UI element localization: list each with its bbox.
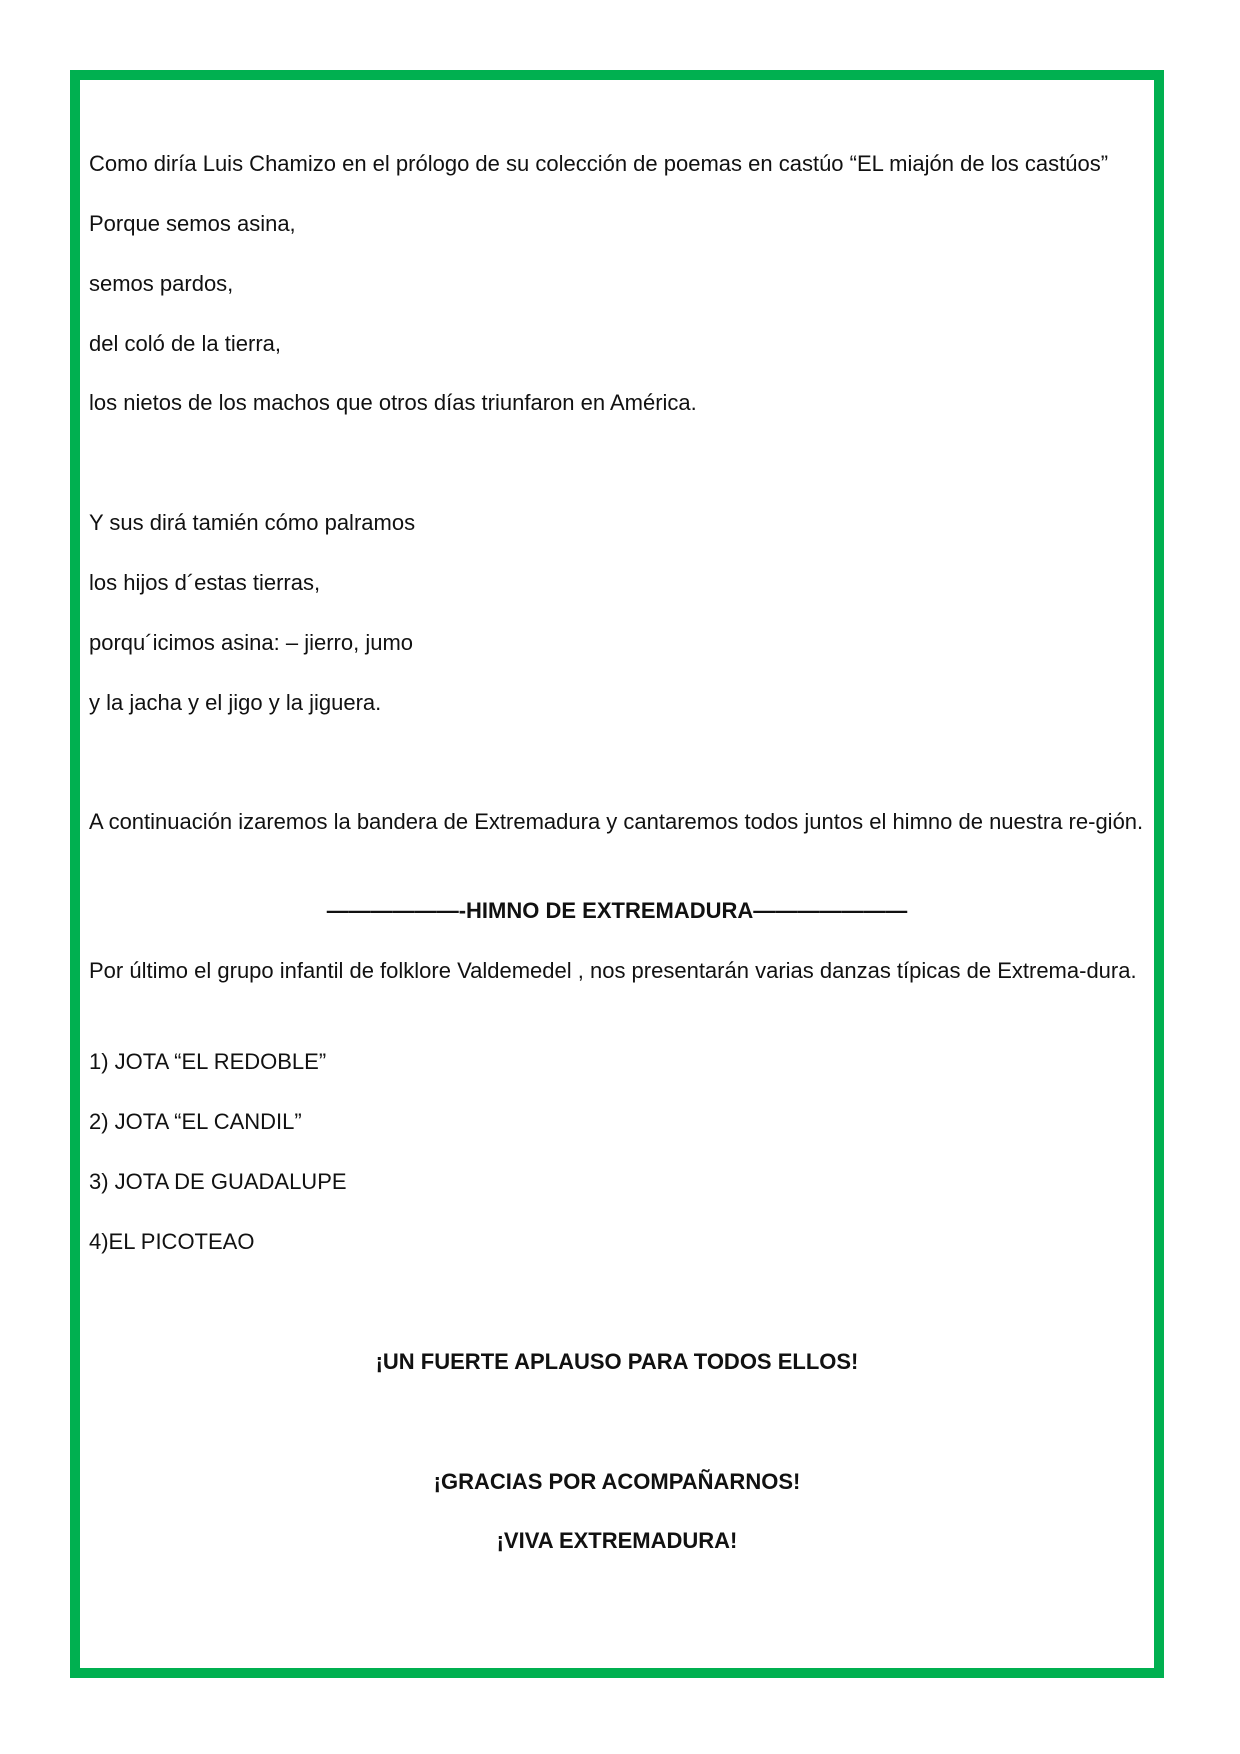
poem2-verse-2: los hijos d´estas tierras,	[89, 570, 321, 595]
poem1-verse-1: Porque semos asina,	[89, 211, 296, 236]
intro-line: Como diría Luis Chamizo en el prólogo de su colección de poemas en castúo “EL miajón de los castúos”	[89, 151, 1109, 176]
flag-paragraph: A continuación izaremos la bandera de Extremadura y cantaremos todos juntos el himno de nuestra re-gión.	[89, 809, 1144, 834]
poem2-verse-1: Y sus dirá tamién cómo palramos	[89, 510, 416, 535]
poem1-verse-4: los nietos de los machos que otros días triunfaron en América.	[89, 390, 697, 415]
poem2-verse-4: y la jacha y el jigo y la jiguera.	[89, 690, 382, 715]
poem1-verse-3: del coló de la tierra,	[89, 331, 281, 356]
dance-item-4: 4)EL PICOTEAO	[89, 1229, 255, 1254]
thanks-line: ¡GRACIAS POR ACOMPAÑARNOS!	[433, 1469, 801, 1494]
poem1-verse-2: semos pardos,	[89, 271, 234, 296]
applause-line: ¡UN FUERTE APLAUSO PARA TODOS ELLOS!	[375, 1349, 859, 1374]
cheer-line: ¡VIVA EXTREMADURA!	[496, 1528, 738, 1553]
dance-item-1: 1) JOTA “EL REDOBLE”	[89, 1049, 327, 1074]
dance-item-3: 3) JOTA DE GUADALUPE	[89, 1169, 347, 1194]
dance-item-2: 2) JOTA “EL CANDIL”	[89, 1109, 302, 1134]
green-page-border	[70, 70, 1164, 1678]
anthem-heading: ——————-HIMNO DE EXTREMADURA———————	[326, 898, 908, 923]
poem2-verse-3: porqu´icimos asina: – jierro, jumo	[89, 630, 414, 655]
dance-paragraph: Por último el grupo infantil de folklore Valdemedel , nos presentarán varias danzas típicas de Extrema-dura.	[89, 958, 1137, 983]
